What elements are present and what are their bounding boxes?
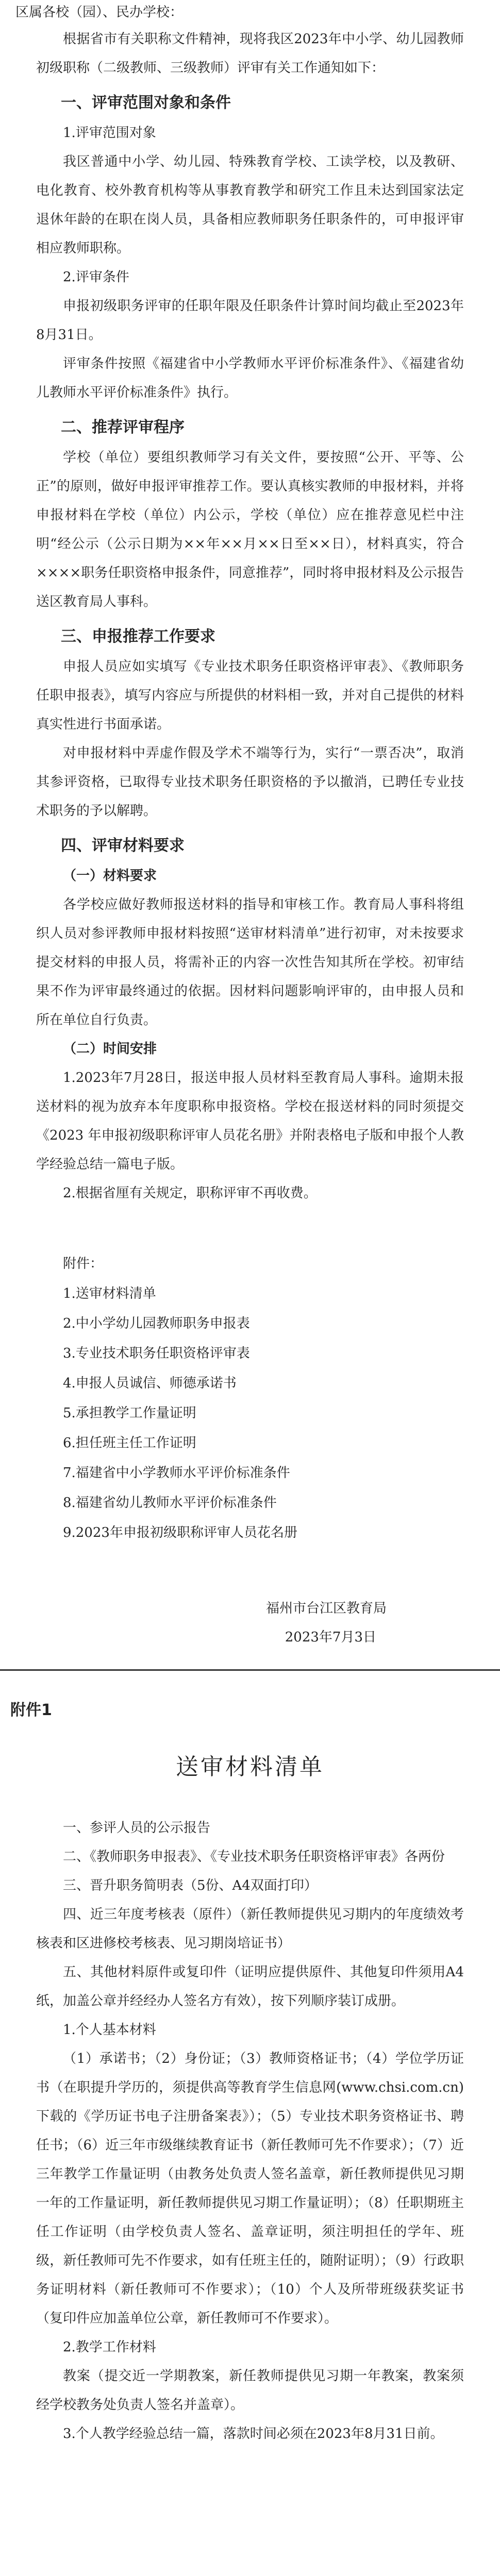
page-divider: [0, 1669, 500, 1671]
attachments-list: [36, 1279, 464, 1548]
section-2-text: 学校（单位）要组织教师学习有关文件，要按照“公开、平等、公正”的原则，做好申报评审推荐工作。要认真核实教师的申报材料，并将申报材料在学校（单位）内公示，学校（单位）应在推荐意见栏中注明“经公示（公示日期为××年××月××日至××日），材料真实，符合××××职务任职资格申报条件，同意推荐”，同时将申报材料及公示报告送区教育局人事科。: [36, 450, 464, 609]
section-1-sub1-text: 我区普通中小学、幼儿园、特殊教育学校、工读学校，以及教研、电化教育、校外教育机构等从事教育教学和研究工作且未达到国家法定退休年龄的在职在岗人员，具备相应教师职务任职条件的，可申报评审相应教师职称。: [36, 154, 464, 256]
attachment-item[interactable]: 1.送审材料清单: [63, 1286, 156, 1301]
appendix-page: [0, 1700, 500, 2448]
attachment-item[interactable]: 3.专业技术职务任职资格评审表: [63, 1346, 250, 1361]
section-4-sub1-title: （一）材料要求: [63, 868, 157, 884]
attachment-item[interactable]: 8.福建省幼儿教师水平评价标准条件: [63, 1495, 277, 1511]
section-1-sub2-title: 2.评审条件: [63, 269, 129, 285]
section-3-title: 三、申报推荐工作要求: [61, 628, 215, 646]
section-3-text1: 申报人员应如实填写《专业技术职务任职资格评审表》、《教师职务任职申报表》，填写内容应与所提供的材料相一致，并对自己提供的材料真实性进行书面承诺。: [36, 659, 464, 732]
section-4-title: 四、评审材料要求: [61, 837, 185, 855]
appendix-item: 四、近三年度考核表（原件）（新任教师提供见习期内的年度绩效考核表和区进修校考核表、见习期岗培证书）: [36, 1907, 464, 1951]
section-4-sub2-text2: 2.根据省厘有关规定，职称评审不再收费。: [63, 1185, 317, 1201]
section-1-sub1-title: 1.评审范围对象: [63, 125, 156, 141]
section-4-sub2-title: （二）时间安排: [63, 1041, 157, 1057]
section-4-sub2-text1: 1.2023年7月28日，报送申报人员材料至教育局人事科。逾期未报送材料的视为放弃本年度职称申报资格。学校在报送材料的同时须提交《2023 年申报初级职称评审人员花名册》并附表格电子版和申报个人教学经验总结一篇电子版。: [36, 1070, 464, 1172]
appendix-item: 1.个人基本材料: [63, 2022, 156, 2038]
signature-org: 福州市台江区教育局: [265, 1601, 387, 1616]
attachment-item[interactable]: 9.2023年申报初级职称评审人员花名册: [63, 1525, 297, 1540]
appendix-item: 三、晋升职务简明表（5份、A4双面打印）: [63, 1878, 318, 1893]
section-1-title: 一、评审范围对象和条件: [61, 94, 231, 112]
intro-paragraph: 根据省市有关职称文件精神，现将我区2023年中小学、幼儿园教师初级职称（二级教师、三级教师）评审有关工作通知如下：: [36, 31, 464, 76]
section-2-title: 二、推荐评审程序: [61, 418, 185, 436]
attachment-item[interactable]: 6.担任班主任工作证明: [63, 1435, 196, 1451]
appendix-item: （1）承诺书；（2）身份证；（3）教师资格证书；（4）学位学历证书（在职提升学历的，须提供高等教育学生信息网(www.chsi.com.cn)下载的《学历证书电子注册备案表》）；（5）专业技术职务资格证书、聘任书；（6）近三年市级继续教育证书（新任教师可先不作要求）；（7）近三年教学工作量证明（由教务处负责人签名盖章，新任教师提供见习期一年的工作量证明，新任教师提供见习期工作量证明）；（8）任职期班主任工作证明（由学校负责人签名、盖章证明，须注明担任的学年、班级，新任教师可先不作要求，如有任班主任的，随附证明）；（9）行政职务证明材料（新任教师可不作要求）；（10）个人及所带班级获奖证书（复印件应加盖单位公章，新任教师可不作要求）。: [36, 2051, 464, 2326]
appendix-item: 二、《教师职务申报表》、《专业技术职务任职资格评审表》各两份: [63, 1849, 445, 1865]
appendix-item: 教案（提交近一学期教案，新任教师提供见习期一年教案，教案须经学校教务处负责人签名并盖章）。: [36, 2368, 464, 2413]
appendix-item: 2.教学工作材料: [63, 2340, 156, 2355]
attachments-label: 附件：: [63, 1256, 104, 1272]
attachment-item[interactable]: 7.福建省中小学教师水平评价标准条件: [63, 1465, 290, 1481]
section-4-sub1-text: 各学校应做好教师报送材料的指导和审核工作。教育局人事科将组织人员对参评教师申报材料按照“送审材料清单”进行初审，对未按要求提交材料的申报人员，将需补正的内容一次性告知其所在学校。初审结果不作为评审最终通过的依据。因材料问题影响评审的，由申报人员和所在单位自行负责。: [36, 897, 464, 1028]
appendix-title: 送审材料清单: [176, 1754, 324, 1780]
attachment-item[interactable]: 2.中小学幼儿园教师职务申报表: [63, 1316, 250, 1331]
section-1-sub2-text2: 评审条件按照《福建省中小学教师水平评价标准条件》、《福建省幼儿教师水平评价标准条件》执行。: [36, 356, 464, 400]
appendix-item: 一、参评人员的公示报告: [63, 1820, 211, 1836]
salutation: 区属各校（园）、民办学校：: [15, 5, 184, 20]
signature-date: 2023年7月3日: [285, 1630, 376, 1645]
appendix-label: 附件1: [10, 1701, 52, 1719]
section-3-text2: 对申报材料中弄虚作假及学术不端等行为，实行“一票否决”，取消其参评资格，已取得专业技术职务任职资格的予以撤消，已聘任专业技术职务的予以解聘。: [36, 745, 464, 819]
section-1-sub2-text1: 申报初级职务评审的任职年限及任职条件计算时间均截止至2023年8月31日。: [36, 298, 464, 343]
appendix-item: 五、其他材料原件或复印件（证明应提供原件、其他复印件须用A4纸，加盖公章并经经办人签名方有效），按下列顺序装订成册。: [36, 1964, 464, 2009]
appendix-list: [0, 1814, 500, 2448]
attachment-item[interactable]: 5.承担教学工作量证明: [63, 1405, 196, 1421]
attachment-item[interactable]: 4.申报人员诚信、师德承诺书: [63, 1376, 237, 1391]
appendix-item: 3.个人教学经验总结一篇，落款时间必须在2023年8月31日前。: [63, 2426, 444, 2442]
